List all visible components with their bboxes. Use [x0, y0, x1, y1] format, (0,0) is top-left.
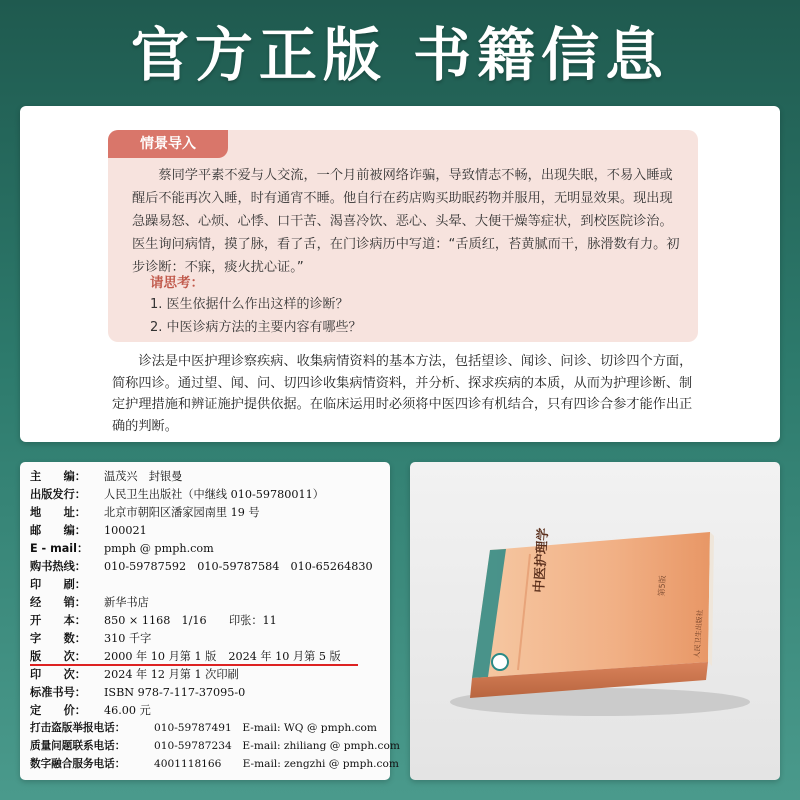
cp-value: 46.00 元 — [104, 704, 151, 717]
body-paragraph: 诊法是中医护理诊察疾病、收集病情资料的基本方法，包括望诊、闻诊、问诊、切诊四个方面，简称四诊。通过望、闻、问、切四诊收集病情资料，并分析、探求疾病的本质，从而为护理诊断、制定护理措施和辨证施护提供依据。在临床运用时必须将中医四诊有机结合，只有四诊合参才能作出正确的判断。 — [112, 354, 693, 434]
cp-row-address — [30, 504, 260, 521]
cp-value: ISBN 978-7-117-37095-0 — [104, 686, 246, 699]
cp-value: 100021 — [104, 524, 147, 537]
cp-value: 310 千字 — [104, 632, 152, 645]
cp-row-quality — [30, 738, 400, 755]
cp-row-format — [30, 612, 277, 629]
header-banner — [0, 0, 800, 100]
cp-label: 印 刷： — [30, 578, 86, 591]
cp-label: 字 数： — [30, 632, 86, 645]
book-title: 中医护理学 — [531, 527, 552, 594]
cp-label: 出版发行： — [30, 488, 86, 501]
cp-value: 4001118166 E-mail: zengzhi @ pmph.com — [154, 758, 399, 770]
cp-row-distributor — [30, 594, 149, 611]
case-text: 蔡同学平素不爱与人交流，一个月前被网络诈骗，导致情志不畅，出现失眠，不易入睡或醒后不能再次入睡，时有通宵不睡。他自行在药店购买助眠药物并服用，无明显效果。现出现急躁易怒、心烦、心悸、口干苦、渴喜冷饮、恶心、头晕、大便干燥等症状，到校医院诊治。医生询问病情，摸了脉，看了舌，在门诊病历中写道：“舌质红，苔黄腻而干，脉滑数有力。初步诊断：不寐，痰火扰心证。” — [132, 168, 680, 275]
cp-value: 新华书店 — [104, 596, 149, 609]
cp-row-editor — [30, 468, 182, 485]
think-title: 请思考： — [150, 275, 204, 291]
book-photo-panel — [410, 462, 780, 780]
cp-label: 数字融合服务电话： — [30, 758, 126, 770]
book-edition: 第5版 — [656, 575, 668, 597]
cp-label: E - mail： — [30, 542, 89, 555]
book-cover — [472, 532, 710, 678]
cp-value: 010-59787592 010-59787584 010-65264830 — [104, 560, 373, 573]
cp-row-isbn — [30, 684, 245, 701]
cp-value-current-edition: 2024 年 10 月第 5 版 — [228, 650, 341, 663]
cp-label: 经 销： — [30, 596, 86, 609]
cp-label: 版 次： — [30, 650, 86, 663]
cp-label: 主 编： — [30, 470, 86, 483]
cp-label: 地 址： — [30, 506, 86, 519]
cp-row-digital — [30, 756, 399, 773]
cp-label: 定 价： — [30, 704, 86, 717]
cp-value: pmph @ pmph.com — [104, 542, 214, 555]
cp-row-wordcount — [30, 630, 151, 647]
cp-label: 印 次： — [30, 668, 86, 681]
book-illustration — [410, 462, 780, 780]
cp-value: 850 × 1168 1/16 印张：11 — [104, 614, 277, 627]
cp-label: 购书热线： — [30, 560, 86, 573]
cp-row-printing — [30, 666, 239, 683]
cp-value: 人民卫生出版社（中继线 010-59780011） — [104, 488, 324, 501]
cp-label: 开 本： — [30, 614, 86, 627]
question-1: 1. 医生依据什么作出这样的诊断？ — [150, 297, 349, 312]
cp-label: 打击盗版举报电话： — [30, 722, 126, 734]
question-2: 2. 中医诊病方法的主要内容有哪些？ — [150, 320, 362, 335]
cp-value: 温茂兴 封银曼 — [104, 470, 183, 483]
header-title: 官方正版 书籍信息 — [130, 21, 670, 89]
cp-row-edition — [30, 648, 341, 665]
cp-value: 2024 年 12 月第 1 次印刷 — [104, 668, 239, 681]
copyright-page-panel — [20, 462, 400, 780]
cp-row-email — [30, 540, 214, 557]
case-intro-tab: 情景导入 — [108, 130, 228, 158]
case-study-panel — [20, 106, 780, 442]
cp-value: 010-59787491 E-mail: WQ @ pmph.com — [154, 722, 377, 734]
cp-value: 010-59787234 E-mail: zhiliang @ pmph.com — [154, 740, 400, 752]
cp-row-publisher — [30, 486, 324, 503]
case-intro-box — [108, 130, 698, 342]
cp-row-hotline — [30, 558, 373, 575]
cp-label: 邮 编： — [30, 524, 86, 537]
cp-row-printer — [30, 576, 104, 593]
cp-row-postcode — [30, 522, 147, 539]
cp-value: 2000 年 10 月第 1 版 — [104, 650, 217, 663]
publisher-logo-icon — [492, 654, 508, 670]
cp-row-price — [30, 702, 151, 719]
book-publisher: 人民卫生出版社 — [692, 609, 705, 659]
cp-row-piracy — [30, 720, 377, 737]
cp-value: 北京市朝阳区潘家园南里 19 号 — [104, 506, 260, 519]
cp-label: 质量问题联系电话： — [30, 740, 126, 752]
cp-label: 标准书号： — [30, 686, 86, 699]
